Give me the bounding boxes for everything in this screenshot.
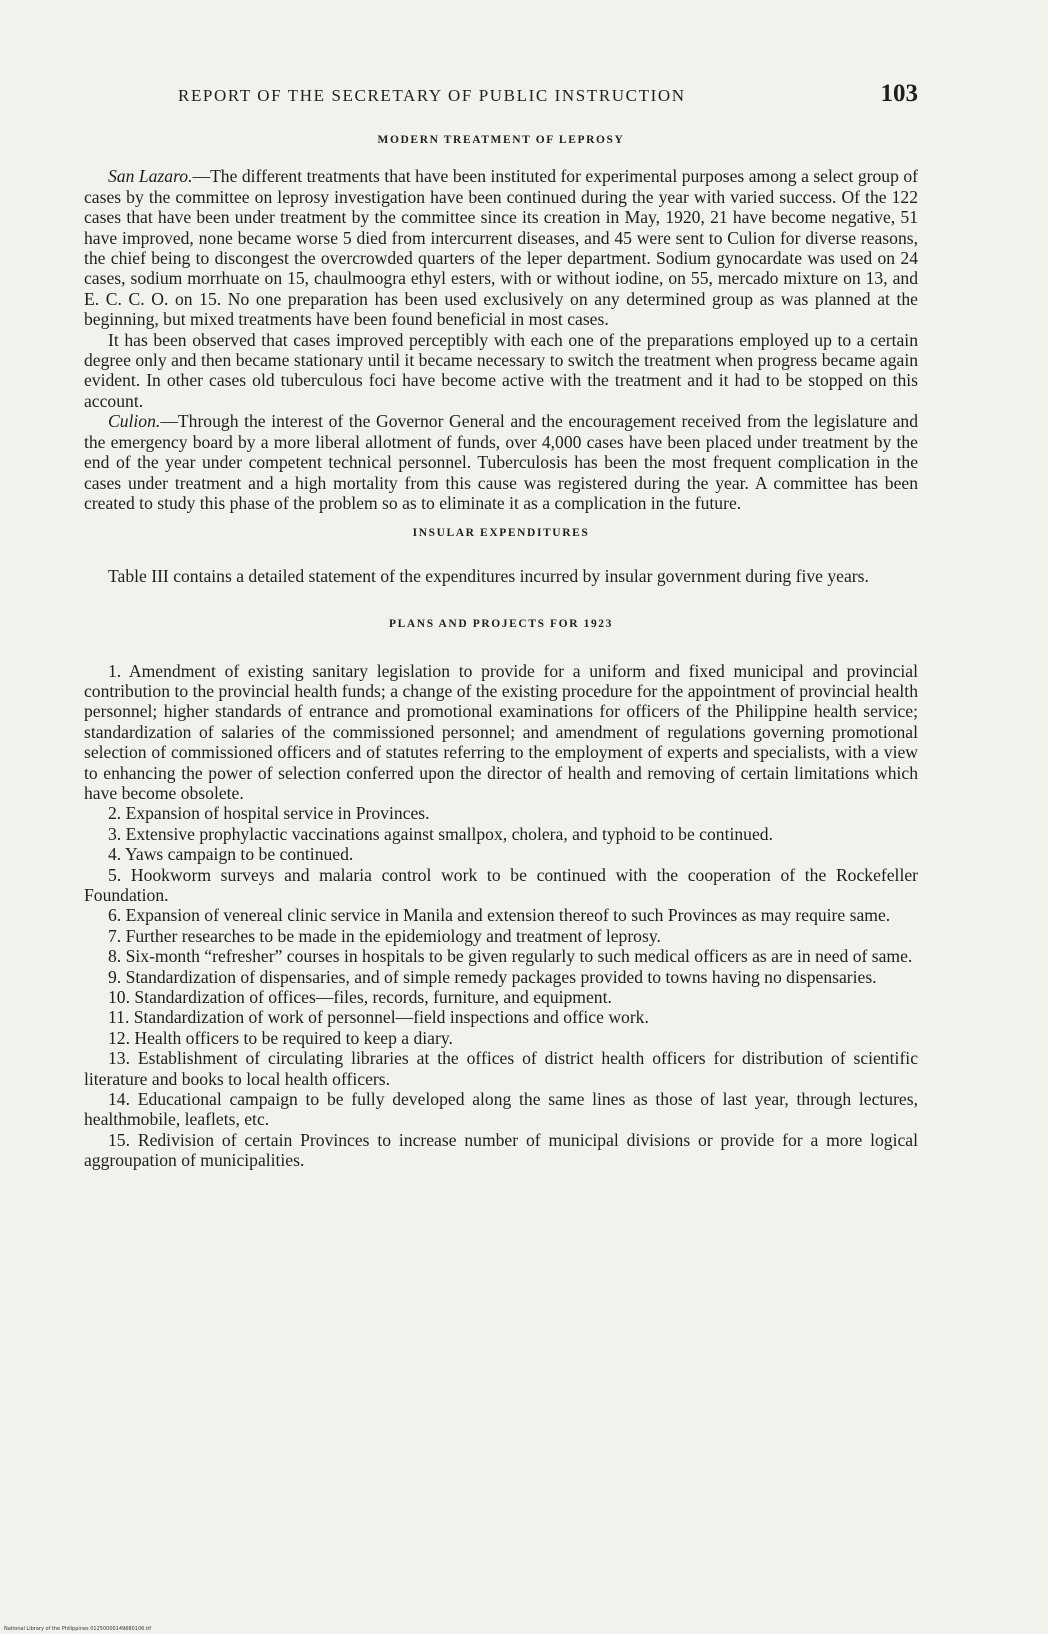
list-item: 13. Establishment of circulating libraries at the offices of district health officers for distribution of scientific literature and books to local health officers.	[84, 1048, 918, 1089]
paragraph-text: —Through the interest of the Governor General and the encouragement received from the legislature and the emergency board by a more liberal allotment of funds, over 4,000 cases have been placed under treatment by the end of the year under competent technical personnel. Tuberculosis has been the most frequent complication in the cases under treatment and a high mortality from this cause was registered during the year. A committee has been created to study this phase of the problem so as to eliminate it as a complication in the future.	[84, 411, 918, 513]
list-item: 6. Expansion of venereal clinic service in Manila and extension thereof to such Provinces as may require same.	[108, 905, 891, 926]
paragraph-observation: It has been observed that cases improved perceptibly with each one of the preparations employed up to a certain degree only and then became stationary until it became necessary to switch the treatment when progress became again evident. In other cases old tuberculous foci have become active with the treatment and it had to be stopped on this account.	[84, 329, 918, 411]
list-item: 2. Expansion of hospital service in Provinces.	[108, 803, 430, 824]
scan-footer-note: National Library of the Philippines 01250000149680106.tif	[4, 1626, 152, 1632]
section-heading-expenditures: INSULAR EXPENDITURES	[412, 527, 590, 540]
paragraph-expenditures: Table III contains a detailed statement of the expenditures incurred by insular government during five years.	[108, 565, 869, 586]
page-number: 103	[880, 80, 918, 107]
list-item: 14. Educational campaign to be fully developed along the same lines as those of last year, through lectures, healthmobile, leaflets, etc.	[84, 1089, 918, 1130]
running-header	[178, 80, 918, 108]
list-item: 3. Extensive prophylactic vaccinations against smallpox, cholera, and typhoid to be continued.	[108, 823, 773, 844]
paragraph-san-lazaro	[84, 166, 918, 329]
list-item: 12. Health officers to be required to keep a diary.	[108, 1027, 453, 1048]
list-item: 9. Standardization of dispensaries, and of simple remedy packages provided to towns having no dispensaries.	[108, 966, 877, 987]
list-item: 7. Further researches to be made in the epidemiology and treatment of leprosy.	[108, 925, 661, 946]
page-body	[84, 130, 918, 1171]
paragraph-text: —The different treatments that have been instituted for experimental purposes among a select group of cases by the committee on leprosy investigation have been continued during the year with varied success. Of the 122 cases that have been under treatment by the committee since its creation in May, 1920, 21 have become negative, 51 have improved, none became worse 5 died from intercurrent diseases, and 45 were sent to Culion for diverse reasons, the chief being to discongest the overcrowded quarters of the leper department. Sodium gynocardate was used on 24 cases, sodium morrhuate on 15, chaulmoogra ethyl esters, with or without iodine, on 55, mercado mixture on 13, and E. C. C. O. on 15. No one preparation has been used exclusively on any determined group as was planned at the beginning, but mixed treatments have been found beneficial in most cases.	[84, 166, 918, 330]
section-heading-plans: PLANS AND PROJECTS FOR 1923	[388, 618, 614, 631]
list-item: 4. Yaws campaign to be continued.	[108, 844, 354, 865]
list-item: 11. Standardization of work of personnel—field inspections and office work.	[108, 1007, 649, 1028]
list-item: 1. Amendment of existing sanitary legislation to provide for a uniform and fixed municipal and provincial contribution to the provincial health funds; a change of the existing procedure for the appointment of provincial health personnel; higher standards of entrance and promotional examinations for officers of the Philippine health service; standardization of salaries of the commissioned personnel; and amendment of regulations governing promotional selection of commissioned officers and of statutes referring to the employment of experts and specialists, with a view to enhancing the power of selection conferred upon the director of health and removing of certain limitations which have become obsolete.	[84, 660, 918, 803]
list-item: 5. Hookworm surveys and malaria control work to be continued with the cooperation of the Rockefeller Foundation.	[84, 864, 918, 905]
paragraph-lead: San Lazaro.	[108, 166, 193, 187]
plans-list	[84, 661, 918, 1171]
section-heading-leprosy: MODERN TREATMENT OF LEPROSY	[377, 134, 625, 146]
list-item: 10. Standardization of offices—files, records, furniture, and equipment.	[108, 987, 612, 1008]
list-item: 15. Redivision of certain Provinces to increase number of municipal divisions or provide for a more logical aggroupation of municipalities.	[84, 1129, 918, 1171]
running-title: REPORT OF THE SECRETARY OF PUBLIC INSTRUCTION	[178, 86, 686, 105]
paragraph-lead: Culion.	[108, 411, 161, 432]
list-item: 8. Six-month “refresher” courses in hospitals to be given regularly to such medical officers as are in need of same.	[108, 946, 913, 967]
paragraph-culion	[84, 411, 918, 513]
